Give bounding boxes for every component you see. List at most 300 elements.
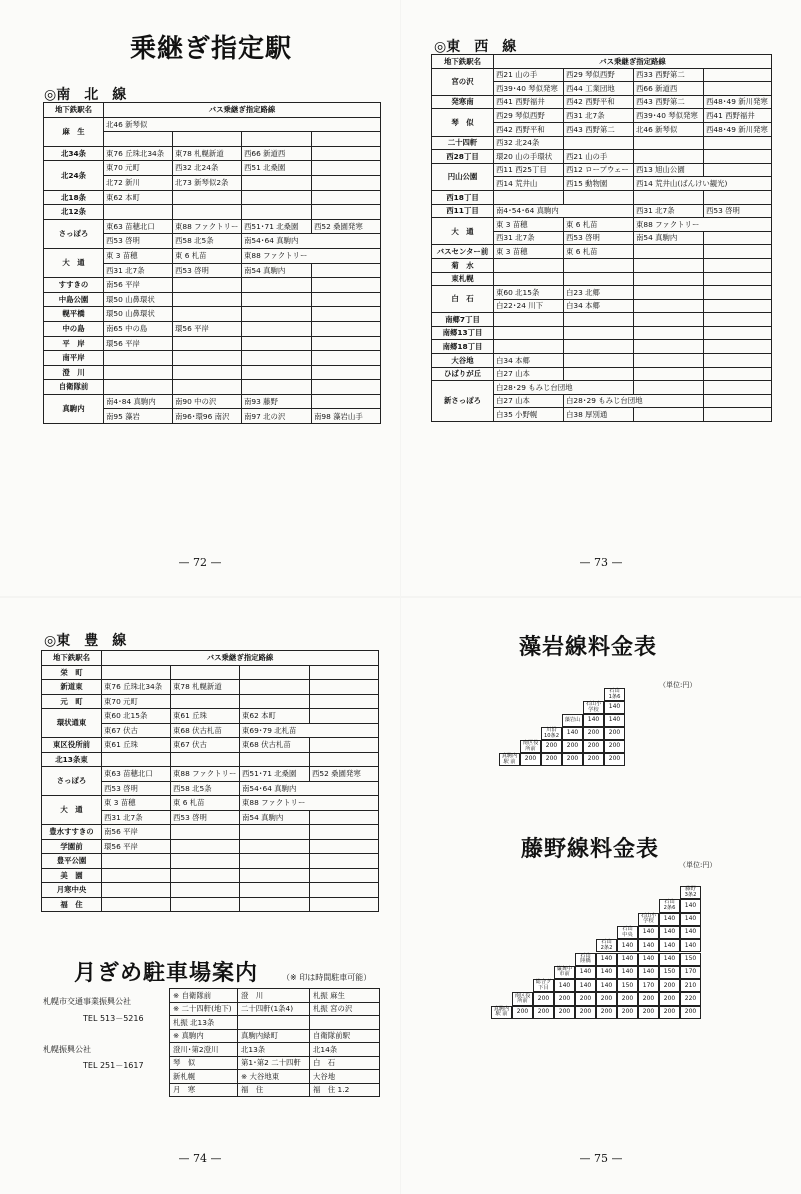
fare-stop-label: 南区役 所前 <box>520 740 541 753</box>
table-row <box>432 150 772 164</box>
route-cell <box>242 307 312 322</box>
table-row <box>42 738 379 753</box>
table-row <box>432 68 772 82</box>
route-cell <box>171 868 240 883</box>
route-cell: 東 6 札苗 <box>564 218 634 232</box>
fare-cell: 200 <box>554 992 575 1005</box>
table-row <box>432 95 772 109</box>
fare-cell: 150 <box>617 979 638 992</box>
parking-lot: 自衛隊前駅 <box>310 1029 380 1043</box>
route-cell: 西12 ロープウェー <box>564 163 634 177</box>
fare-cell: 200 <box>583 740 604 753</box>
header-routes: バス乗継ぎ指定路線 <box>102 651 379 666</box>
table-row <box>44 205 381 220</box>
org-tel: TEL 513－5216 <box>83 1014 144 1023</box>
station-name: 宮の沢 <box>432 68 494 95</box>
station-name: 南平岸 <box>44 351 104 366</box>
route-cell: 白35 小野幌 <box>494 408 564 422</box>
unit-label: （単位:円） <box>679 861 717 869</box>
route-cell <box>173 205 242 220</box>
route-cell <box>242 278 312 293</box>
parking-title: 月ぎめ駐車場案内 <box>74 961 259 986</box>
station-name: 琴 似 <box>432 109 494 136</box>
route-cell: 環50 山鼻環状 <box>104 307 173 322</box>
fare-cell: 200 <box>659 992 680 1005</box>
parking-note: （※ 印は時間駐車可能） <box>282 973 372 982</box>
route-cell: 東76 丘珠北34条 <box>104 146 173 161</box>
route-cell <box>634 354 704 368</box>
route-cell: 西43 西野第二 <box>564 122 634 136</box>
station-name: 白 石 <box>432 286 494 313</box>
parking-lot: 大谷地 <box>310 1070 380 1084</box>
table-row <box>44 380 381 395</box>
fare-stop-label: 真駒内 駅 前 <box>491 1006 512 1019</box>
route-cell: 南54･64 真駒内 <box>240 781 379 796</box>
fare-cell: 140 <box>617 966 638 979</box>
station-name: 南郷7丁目 <box>432 313 494 327</box>
route-cell: 白28･29 もみじ台団地 <box>494 381 634 395</box>
table-row <box>44 146 381 161</box>
route-cell: 東70 元町 <box>102 694 171 709</box>
fare-cell: 150 <box>680 953 701 966</box>
parking-lot <box>238 1016 310 1030</box>
route-cell: 西39･40 琴似発寒 <box>634 109 704 123</box>
route-cell <box>312 190 381 205</box>
route-cell <box>704 272 772 286</box>
station-name: 北18条 <box>44 190 104 205</box>
route-cell: 環56 平岸 <box>173 321 242 336</box>
parking-lot: 新札幌 <box>170 1070 238 1084</box>
table-row <box>432 163 772 177</box>
route-cell <box>173 132 242 147</box>
fare-cell: 200 <box>680 1006 701 1019</box>
fare-cell: 140 <box>638 939 659 952</box>
page-72 <box>0 0 400 596</box>
route-cell: 西21 山の手 <box>494 68 564 82</box>
fare-cell: 140 <box>659 939 680 952</box>
route-cell <box>312 365 381 380</box>
route-cell <box>634 245 704 259</box>
fare-cell: 140 <box>562 727 583 740</box>
fare-cell: 140 <box>583 714 604 727</box>
fare-cell: 200 <box>541 753 562 766</box>
route-cell <box>312 394 381 409</box>
route-cell: 西51･71 北桑園 <box>242 219 312 234</box>
parking-table <box>43 988 370 1130</box>
route-cell: 南56 平岸 <box>102 825 171 840</box>
route-cell: 西53 啓明 <box>564 231 634 245</box>
route-cell: 西53 啓明 <box>704 204 772 218</box>
route-cell: 東 3 苗穂 <box>104 248 173 263</box>
station-name: 北34条 <box>44 146 104 161</box>
parking-lot: 二十四軒(1条4) <box>238 1002 310 1016</box>
fare-cell: 140 <box>554 979 575 992</box>
parking-lot: 白 石 <box>310 1056 380 1070</box>
route-cell <box>634 340 704 354</box>
table-row <box>432 313 772 327</box>
page-75 <box>401 598 801 1194</box>
station-name: 麻 生 <box>44 117 104 146</box>
route-cell <box>494 258 564 272</box>
fare-stop-label: 藤野 3条2 <box>680 886 701 899</box>
route-cell: 東70 元町 <box>104 161 173 176</box>
route-cell: 西39･40 琴似発寒 <box>494 82 564 96</box>
table-row <box>432 136 772 150</box>
route-cell: 白28･29 もみじ台団地 <box>564 394 704 408</box>
route-cell: 北72 新川 <box>104 175 173 190</box>
route-cell <box>704 163 772 177</box>
page-73 <box>401 0 801 596</box>
parking-lot: ※ 自衛隊前 <box>170 989 238 1003</box>
route-cell: 西31 北7条 <box>634 204 704 218</box>
route-cell <box>171 897 240 912</box>
station-name: 豊水すすきの <box>42 825 102 840</box>
station-name: 東札幌 <box>432 272 494 286</box>
fare-cell: 200 <box>512 1006 533 1019</box>
fare-cell: 170 <box>680 966 701 979</box>
route-cell <box>494 272 564 286</box>
route-cell <box>564 326 634 340</box>
route-cell <box>634 190 704 204</box>
table-row <box>44 292 381 307</box>
station-name: 中の島 <box>44 321 104 336</box>
route-cell: 環50 山鼻環状 <box>104 292 173 307</box>
table-row <box>44 307 381 322</box>
station-name: 新道東 <box>42 680 102 695</box>
route-cell <box>494 326 564 340</box>
parking-lot: 澄川･第2澄川 <box>170 1043 238 1057</box>
route-cell: 東63 苗穂北口 <box>104 219 173 234</box>
table-row <box>42 868 379 883</box>
route-cell <box>102 854 171 869</box>
fare-cell: 140 <box>638 926 659 939</box>
route-cell <box>494 190 564 204</box>
route-cell <box>310 738 379 753</box>
fare-stop-label: 石山 中央 <box>617 926 638 939</box>
station-name: 北13条東 <box>42 752 102 767</box>
station-name: 美 園 <box>42 868 102 883</box>
route-cell <box>704 190 772 204</box>
station-name: 大 通 <box>432 218 494 245</box>
transfer-table-tozai <box>431 54 772 422</box>
fare-cell: 140 <box>596 966 617 979</box>
route-cell <box>634 136 704 150</box>
parking-lot: 北13条 <box>238 1043 310 1057</box>
route-cell: 東60 北15条 <box>102 709 171 724</box>
fare-cell: 200 <box>562 740 583 753</box>
route-cell <box>310 680 379 695</box>
header-station: 地下鉄駅名 <box>432 55 494 69</box>
route-cell: 西11 西25丁目 <box>494 163 564 177</box>
fare-cell: 140 <box>617 939 638 952</box>
fare-cell: 140 <box>680 939 701 952</box>
transfer-table-toho <box>41 650 379 912</box>
station-name: 菊 水 <box>432 258 494 272</box>
route-cell: 東68 伏古札苗 <box>240 738 310 753</box>
org-name: 札幌市交通事業振興公社 <box>43 997 131 1006</box>
route-cell: 白38 厚別通 <box>564 408 634 422</box>
table-row <box>42 839 379 854</box>
route-cell: 西52 桑園発寒 <box>310 767 379 782</box>
route-cell <box>173 351 242 366</box>
route-cell <box>102 883 171 898</box>
route-cell: 南54 真駒内 <box>240 810 310 825</box>
parking-lot: 月 寒 <box>170 1083 238 1097</box>
route-cell <box>310 868 379 883</box>
route-cell: 東 3 苗穂 <box>102 796 171 811</box>
route-cell: 東62 本町 <box>240 709 310 724</box>
table-row <box>44 117 381 132</box>
route-cell <box>704 340 772 354</box>
fare-cell: 200 <box>533 992 554 1005</box>
parking-lot: ※ 真駒内 <box>170 1029 238 1043</box>
table-row <box>42 665 379 680</box>
table-row <box>44 365 381 380</box>
station-name: 発寒南 <box>432 95 494 109</box>
page-74 <box>0 598 400 1194</box>
route-cell <box>104 351 173 366</box>
parking-lot: 真駒内緑町 <box>238 1029 310 1043</box>
route-cell: 西31 北7条 <box>494 231 564 245</box>
table-row <box>432 258 772 272</box>
route-cell: 西48･49 新川発寒 <box>704 95 772 109</box>
fare-cell: 150 <box>659 966 680 979</box>
route-cell: 東76 丘珠北34条 <box>102 680 171 695</box>
table-row <box>42 897 379 912</box>
route-cell: 東60 北15条 <box>494 286 564 300</box>
parking-lot: 琴 似 <box>170 1056 238 1070</box>
route-cell <box>564 354 634 368</box>
station-name: 北12条 <box>44 205 104 220</box>
route-cell: 西53 啓明 <box>173 263 242 278</box>
route-cell: 東88 ファクトリー <box>171 767 240 782</box>
route-cell: 南4･84 真駒内 <box>104 394 173 409</box>
route-cell: 東 6 札苗 <box>173 248 242 263</box>
route-cell: 西31 北7条 <box>564 109 634 123</box>
route-cell <box>564 136 634 150</box>
route-cell <box>312 263 381 278</box>
route-cell <box>240 752 310 767</box>
fare-cell: 200 <box>604 753 625 766</box>
route-cell <box>312 146 381 161</box>
route-cell <box>494 340 564 354</box>
parking-lot: 福 住 <box>238 1083 310 1097</box>
fare-cell: 200 <box>533 1006 554 1019</box>
route-cell: 東78 札幌新道 <box>171 680 240 695</box>
route-cell <box>240 897 310 912</box>
parking-lots <box>169 988 380 1097</box>
parking-lot: ※ 二十四軒(地下) <box>170 1002 238 1016</box>
route-cell <box>171 883 240 898</box>
table-row <box>42 854 379 869</box>
route-cell: 西51 北桑園 <box>242 161 312 176</box>
route-cell <box>312 161 381 176</box>
route-cell <box>173 292 242 307</box>
fare-stop-label: 南区役 所前 <box>512 992 533 1005</box>
route-cell: 西13 旭山公園 <box>634 163 704 177</box>
route-cell <box>704 394 772 408</box>
route-cell <box>171 694 240 709</box>
route-cell <box>564 367 634 381</box>
fare-cell: 140 <box>575 966 596 979</box>
station-name: 真駒内 <box>44 394 104 423</box>
fare-cell: 200 <box>575 1006 596 1019</box>
station-name: 二十四軒 <box>432 136 494 150</box>
route-cell <box>240 825 310 840</box>
route-cell: 西42 西野平和 <box>494 122 564 136</box>
station-name: 南郷18丁目 <box>432 340 494 354</box>
fare-cell: 140 <box>659 926 680 939</box>
station-name: 元 町 <box>42 694 102 709</box>
route-cell: 西53 啓明 <box>102 781 171 796</box>
section-title: ◎東 豊 線 <box>44 633 127 649</box>
section-title: ◎南 北 線 <box>44 87 127 103</box>
route-cell <box>634 272 704 286</box>
route-cell <box>312 205 381 220</box>
table-row <box>42 767 379 782</box>
table-row <box>42 796 379 811</box>
fare-cell: 140 <box>604 701 625 714</box>
route-cell <box>242 380 312 395</box>
route-cell <box>704 326 772 340</box>
fare-cell: 200 <box>596 992 617 1005</box>
fare-cell: 200 <box>554 1006 575 1019</box>
route-cell <box>704 313 772 327</box>
fare-cell: 140 <box>617 953 638 966</box>
route-cell <box>310 839 379 854</box>
fare-stop-label: 石山 2条2 <box>596 939 617 952</box>
table-row <box>432 381 772 395</box>
section-title: ◎東 西 線 <box>434 39 517 55</box>
fare-cell: 200 <box>583 753 604 766</box>
table-row <box>432 190 772 204</box>
table-row <box>432 326 772 340</box>
route-cell: 南95 藻岩 <box>104 409 173 424</box>
route-cell: 東 3 苗穂 <box>494 245 564 259</box>
route-cell <box>634 299 704 313</box>
route-cell: 南65 中の島 <box>104 321 173 336</box>
route-cell: 西51･71 北桑園 <box>240 767 310 782</box>
fare-cell: 140 <box>596 953 617 966</box>
table-row <box>42 752 379 767</box>
route-cell <box>173 190 242 205</box>
route-cell: 東68 伏古札苗 <box>171 723 240 738</box>
fare-stop-label: 簾舞中 市前 <box>554 966 575 979</box>
route-cell: 西66 新道西 <box>242 146 312 161</box>
station-name: 大谷地 <box>432 354 494 368</box>
route-cell <box>104 132 173 147</box>
parking-lot: 札振 麻生 <box>310 989 380 1003</box>
route-cell: 白22･24 川下 <box>494 299 564 313</box>
route-cell: 白34 本郷 <box>564 299 634 313</box>
fare-cell: 200 <box>541 740 562 753</box>
fare-cell: 140 <box>604 714 625 727</box>
page-number: — 75 — <box>579 1152 623 1165</box>
station-name: 月寒中央 <box>42 883 102 898</box>
table-row <box>44 248 381 263</box>
route-cell <box>240 665 310 680</box>
route-cell: 西53 啓明 <box>171 810 240 825</box>
route-cell: 西14 荒井山 <box>494 177 564 191</box>
route-cell <box>312 380 381 395</box>
route-cell: 南54 真駒内 <box>242 263 312 278</box>
route-cell: 南96･環96 南沢 <box>173 409 242 424</box>
route-cell <box>312 132 381 147</box>
fare-cell: 200 <box>617 1006 638 1019</box>
fujino-fare-title: 藤野線料金表 <box>521 837 660 862</box>
route-cell <box>171 854 240 869</box>
route-cell <box>564 313 634 327</box>
route-cell <box>173 380 242 395</box>
route-cell: 西48･49 新川発寒 <box>704 122 772 136</box>
route-cell <box>242 190 312 205</box>
route-cell <box>312 278 381 293</box>
route-cell: 東69･79 北札苗 <box>240 723 379 738</box>
fare-cell: 200 <box>604 740 625 753</box>
route-cell: 東 6 札苗 <box>171 796 240 811</box>
route-cell <box>704 82 772 96</box>
fare-cell: 140 <box>638 966 659 979</box>
header-station: 地下鉄駅名 <box>42 651 102 666</box>
table-row <box>44 336 381 351</box>
fare-cell: 170 <box>638 979 659 992</box>
route-cell <box>173 365 242 380</box>
transfer-table-namboku <box>43 102 381 424</box>
table-row <box>432 286 772 300</box>
fare-stop-label: 石山 1条6 <box>604 688 625 701</box>
org-name: 札幌振興公社 <box>43 1045 91 1054</box>
fare-cell: 200 <box>562 753 583 766</box>
station-name: ひばりが丘 <box>432 367 494 381</box>
route-cell <box>310 694 379 709</box>
fare-cell: 200 <box>604 727 625 740</box>
route-cell <box>704 150 772 164</box>
route-cell: 東88 ファクトリー <box>634 218 772 232</box>
moiwa-fare-title: 藻岩線料金表 <box>519 635 658 660</box>
route-cell <box>312 351 381 366</box>
station-name: 豊平公園 <box>42 854 102 869</box>
fare-stop-label: 藻岩山 <box>562 714 583 727</box>
route-cell: 南98 藻岩山手 <box>312 409 381 424</box>
fare-cell: 200 <box>659 1006 680 1019</box>
station-name: 大 通 <box>42 796 102 825</box>
route-cell <box>102 868 171 883</box>
fare-cell: 140 <box>596 979 617 992</box>
route-cell <box>242 175 312 190</box>
fare-cell: 200 <box>638 1006 659 1019</box>
route-cell <box>494 313 564 327</box>
route-cell: 西66 新道西 <box>634 82 704 96</box>
route-cell: 西14 荒井山(ばんけい観光) <box>634 177 772 191</box>
table-row <box>42 694 379 709</box>
route-cell <box>312 336 381 351</box>
table-row <box>42 883 379 898</box>
route-cell <box>242 321 312 336</box>
route-cell <box>312 175 381 190</box>
route-cell <box>634 258 704 272</box>
fare-cell: 200 <box>520 753 541 766</box>
fare-cell: 140 <box>659 953 680 966</box>
route-cell <box>704 258 772 272</box>
route-cell: 西29 琴似西野 <box>564 68 634 82</box>
route-cell: 環20 山の手環状 <box>494 150 564 164</box>
route-cell: 東 6 札苗 <box>564 245 634 259</box>
station-name: 新さっぽろ <box>432 381 494 422</box>
fare-stop-label: 石山 陸橋 <box>575 953 596 966</box>
route-cell <box>704 354 772 368</box>
table-row <box>44 161 381 176</box>
table-row <box>432 218 772 232</box>
